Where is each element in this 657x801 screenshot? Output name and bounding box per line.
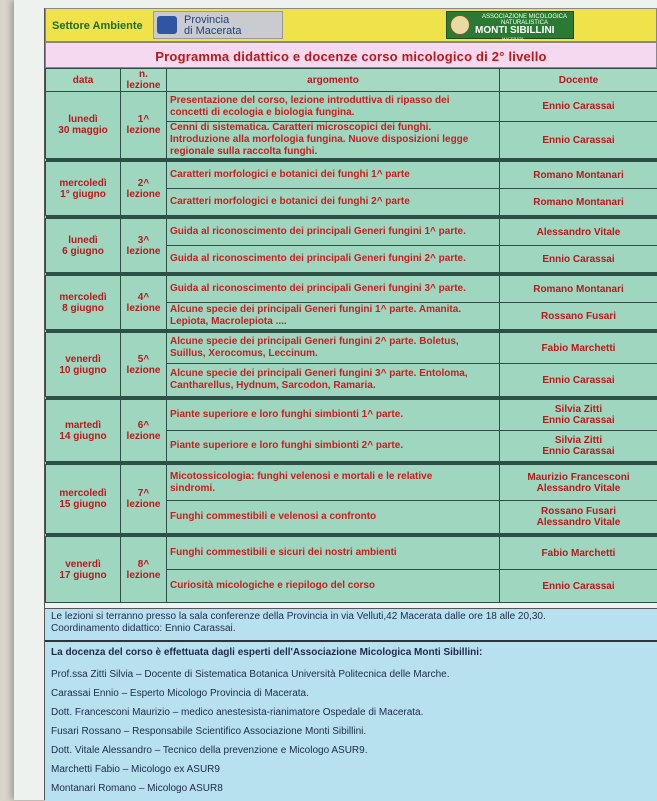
lesson-number-line: lezione — [124, 570, 163, 581]
topic-line: Lepiota, Macrolepiota .... — [170, 316, 496, 328]
lesson-number-line: 2^ — [124, 178, 163, 189]
lesson-topic — [167, 431, 500, 462]
teacher-name: Ennio Carassai — [503, 375, 654, 386]
teacher-name: Romano Montanari — [503, 284, 654, 295]
topic-line: Guida al riconoscimento dei principali Generi fungini 2^ parte. — [170, 253, 496, 265]
topic-line: regionale sulla raccolta funghi. — [170, 146, 496, 158]
date-line: 17 giugno — [49, 570, 117, 581]
lesson-topic — [167, 92, 500, 122]
date-line: 14 giugno — [49, 431, 117, 442]
date-line: 10 giugno — [49, 365, 117, 376]
lesson-teacher — [500, 465, 657, 501]
topic-line: Funghi commestibili e velenosi a confronto — [170, 511, 496, 523]
lesson-teacher — [500, 570, 657, 603]
table-row — [46, 219, 657, 246]
lesson-teacher — [500, 537, 657, 570]
lesson-number-line: lezione — [124, 365, 163, 376]
date-line: venerdì — [49, 559, 117, 570]
lesson-teacher — [500, 189, 657, 216]
topic-line: Piante superiore e loro funghi simbionti 1^ parte. — [170, 409, 496, 421]
topic-line: Alcune specie dei principali Generi fungini 2^ parte. Boletus, — [170, 336, 496, 348]
lesson-number — [121, 162, 167, 216]
date-line: 6 giugno — [49, 246, 117, 257]
table-row — [46, 162, 657, 189]
date-line: 1° giugno — [49, 189, 117, 200]
lesson-number-line: lezione — [124, 246, 163, 257]
document — [44, 8, 657, 800]
topic-line: Cenni di sistematica. Caratteri microscopici dei funghi. — [170, 122, 496, 134]
lesson-teacher — [500, 162, 657, 189]
expert-item: Marchetti Fabio – Micologo ex ASUR9 — [51, 764, 220, 775]
teacher-name: Silvia Zitti — [503, 435, 654, 446]
lesson-number-line: lezione — [124, 303, 163, 314]
province-line-1: Provincia — [184, 15, 241, 26]
lesson-number-line: lezione — [124, 499, 163, 510]
teacher-name: Ennio Carassai — [503, 101, 654, 112]
topic-line: sindromi. — [170, 483, 496, 495]
lesson-topic — [167, 122, 500, 159]
table-row — [46, 400, 657, 431]
teacher-name: Maurizio Francesconi — [503, 472, 654, 483]
lesson-topic — [167, 333, 500, 364]
teacher-name: Rossano Fusari — [503, 311, 654, 322]
expert-item: Montanari Romano – Micologo ASUR8 — [51, 783, 223, 794]
lesson-number — [121, 276, 167, 330]
experts-heading: La docenza del corso è effettuata dagli esperti dell'Associazione Micologica Monti Sibillini: — [51, 647, 482, 658]
province-line-2: di Macerata — [184, 26, 241, 37]
schedule-table — [45, 68, 657, 603]
teacher-name: Fabio Marchetti — [503, 343, 654, 354]
lesson-number-line: 5^ — [124, 354, 163, 365]
date-line: 15 giugno — [49, 499, 117, 510]
date-line: mercoledì — [49, 178, 117, 189]
page-title: Programma didattico e docenze corso micologico di 2° livello — [46, 49, 656, 64]
lesson-number — [121, 400, 167, 462]
association-title: MONTI SIBILLINI — [475, 25, 554, 36]
date-line: mercoledì — [49, 488, 117, 499]
teacher-name: Ennio Carassai — [503, 446, 654, 457]
association-subtitle: ASSOCIAZIONE MICOLOGICA NATURALISTICA — [477, 14, 572, 26]
teacher-name: Silvia Zitti — [503, 404, 654, 415]
topic-line: Presentazione del corso, lezione introduttiva di ripasso dei — [170, 95, 496, 107]
expert-item: Dott. Francesconi Maurizio – medico anestesista-rianimatore Ospedale di Macerata. — [51, 707, 423, 718]
lesson-date — [46, 162, 121, 216]
table-row — [46, 537, 657, 570]
lesson-topic — [167, 364, 500, 397]
topic-line: Cantharellus, Hydnum, Sarcodon, Ramaria. — [170, 380, 496, 392]
divider — [45, 640, 657, 642]
lesson-teacher — [500, 246, 657, 273]
sector-label: Settore Ambiente — [52, 20, 143, 32]
lesson-teacher — [500, 333, 657, 364]
column-header-lesson: n. lezione — [121, 69, 167, 92]
lesson-teacher — [500, 431, 657, 462]
lesson-topic — [167, 246, 500, 273]
lesson-number-line: 6^ — [124, 420, 163, 431]
topic-line: Caratteri morfologici e botanici dei funghi 1^ parte — [170, 169, 496, 181]
lesson-teacher — [500, 122, 657, 159]
teacher-name: Alessandro Vitale — [503, 483, 654, 494]
lesson-topic — [167, 303, 500, 330]
topic-line: Caratteri morfologici e botanici dei funghi 2^ parte — [170, 196, 496, 208]
lesson-teacher — [500, 219, 657, 246]
topic-line: Piante superiore e loro funghi simbionti 2^ parte. — [170, 440, 496, 452]
date-line: martedì — [49, 420, 117, 431]
lesson-number-line: 3^ — [124, 235, 163, 246]
lesson-number — [121, 333, 167, 397]
lesson-teacher — [500, 276, 657, 303]
column-header-topic: argomento — [167, 69, 500, 92]
lesson-number-line: 7^ — [124, 488, 163, 499]
topic-line: Micotossicologia: funghi velenosi e mortali e le relative — [170, 471, 496, 483]
lesson-topic — [167, 276, 500, 303]
province-logo-box — [153, 11, 283, 39]
lesson-number-line: 4^ — [124, 292, 163, 303]
date-line: lunedì — [49, 235, 117, 246]
lesson-date — [46, 333, 121, 397]
table-row — [46, 276, 657, 303]
lesson-number — [121, 219, 167, 273]
mushroom-logo-icon — [450, 15, 470, 35]
lesson-date — [46, 400, 121, 462]
date-line: mercoledì — [49, 292, 117, 303]
lesson-topic — [167, 400, 500, 431]
expert-item: Fusari Rossano – Responsabile Scientifico Associazione Monti Sibillini. — [51, 726, 366, 737]
lesson-teacher — [500, 364, 657, 397]
topic-line: Guida al riconoscimento dei principali Generi fungini 3^ parte. — [170, 283, 496, 295]
lesson-topic — [167, 537, 500, 570]
lesson-teacher — [500, 400, 657, 431]
expert-item: Carassai Ennio – Esperto Micologo Provincia di Macerata. — [51, 688, 309, 699]
lesson-number-line: 1^ — [124, 114, 163, 125]
teacher-name: Fabio Marchetti — [503, 548, 654, 559]
lesson-topic — [167, 189, 500, 216]
table-header-row — [46, 69, 657, 92]
venue-info — [51, 611, 546, 635]
venue-text: Le lezioni si terranno presso la sala conferenze della Provincia in via Velluti,42 Macerata dalle ore 18 alle 20,30. — [51, 611, 546, 623]
column-header-teacher: Docente — [500, 69, 657, 92]
association-logo-box — [446, 11, 574, 39]
column-header-date: data — [46, 69, 121, 92]
lesson-topic — [167, 219, 500, 246]
topic-line: Suillus, Xerocomus, Leccinum. — [170, 348, 496, 360]
date-line: 30 maggio — [49, 125, 117, 136]
lesson-number-line: lezione — [124, 125, 163, 136]
province-emblem-icon — [157, 16, 177, 34]
lesson-date — [46, 276, 121, 330]
table-row — [46, 465, 657, 501]
lesson-topic — [167, 570, 500, 603]
date-line: 8 giugno — [49, 303, 117, 314]
lesson-date — [46, 537, 121, 603]
province-name — [184, 15, 241, 37]
expert-item: Prof.ssa Zitti Silvia – Docente di Sistematica Botanica Università Politecnica delle Marche. — [51, 669, 450, 680]
title-bar — [45, 42, 657, 68]
teacher-name: Ennio Carassai — [503, 581, 654, 592]
date-line: venerdì — [49, 354, 117, 365]
expert-item: Dott. Vitale Alessandro – Tecnico della prevenzione e Micologo ASUR9. — [51, 745, 367, 756]
date-line: lunedì — [49, 114, 117, 125]
lesson-topic — [167, 501, 500, 534]
topic-line: Curiosità micologiche e riepilogo del corso — [170, 580, 496, 592]
lesson-number — [121, 465, 167, 534]
teacher-name: Romano Montanari — [503, 170, 654, 181]
lesson-number — [121, 537, 167, 603]
teacher-name: Rossano Fusari — [503, 506, 654, 517]
header-bar — [45, 8, 657, 42]
lesson-topic — [167, 465, 500, 501]
lesson-date — [46, 92, 121, 159]
teacher-name: Ennio Carassai — [503, 254, 654, 265]
lesson-teacher — [500, 501, 657, 534]
lesson-topic — [167, 162, 500, 189]
topic-line: concetti di ecologia e biologia fungina. — [170, 107, 496, 119]
table-row — [46, 333, 657, 364]
lesson-date — [46, 219, 121, 273]
teacher-name: Alessandro Vitale — [503, 517, 654, 528]
topic-line: Introduzione alla morfologia fungina. Nuove disposizioni legge — [170, 134, 496, 146]
teacher-name: Ennio Carassai — [503, 135, 654, 146]
teacher-name: Ennio Carassai — [503, 415, 654, 426]
lesson-number — [121, 92, 167, 159]
teacher-name: Alessandro Vitale — [503, 227, 654, 238]
association-city: MACERATA — [502, 36, 524, 41]
lesson-teacher — [500, 303, 657, 330]
coordination-text: Coordinamento didattico: Ennio Carassai. — [51, 623, 546, 635]
topic-line: Alcune specie dei principali Generi fungini 3^ parte. Entoloma, — [170, 368, 496, 380]
lesson-teacher — [500, 92, 657, 122]
footer-notes — [45, 608, 657, 801]
topic-line: Alcune specie dei principali Generi fungini 1^ parte. Amanita. — [170, 304, 496, 316]
teacher-name: Romano Montanari — [503, 197, 654, 208]
topic-line: Guida al riconoscimento dei principali Generi fungini 1^ parte. — [170, 226, 496, 238]
lesson-number-line: lezione — [124, 189, 163, 200]
lesson-date — [46, 465, 121, 534]
table-row — [46, 92, 657, 122]
lesson-number-line: 8^ — [124, 559, 163, 570]
lesson-number-line: lezione — [124, 431, 163, 442]
topic-line: Funghi commestibili e sicuri dei nostri ambienti — [170, 547, 496, 559]
